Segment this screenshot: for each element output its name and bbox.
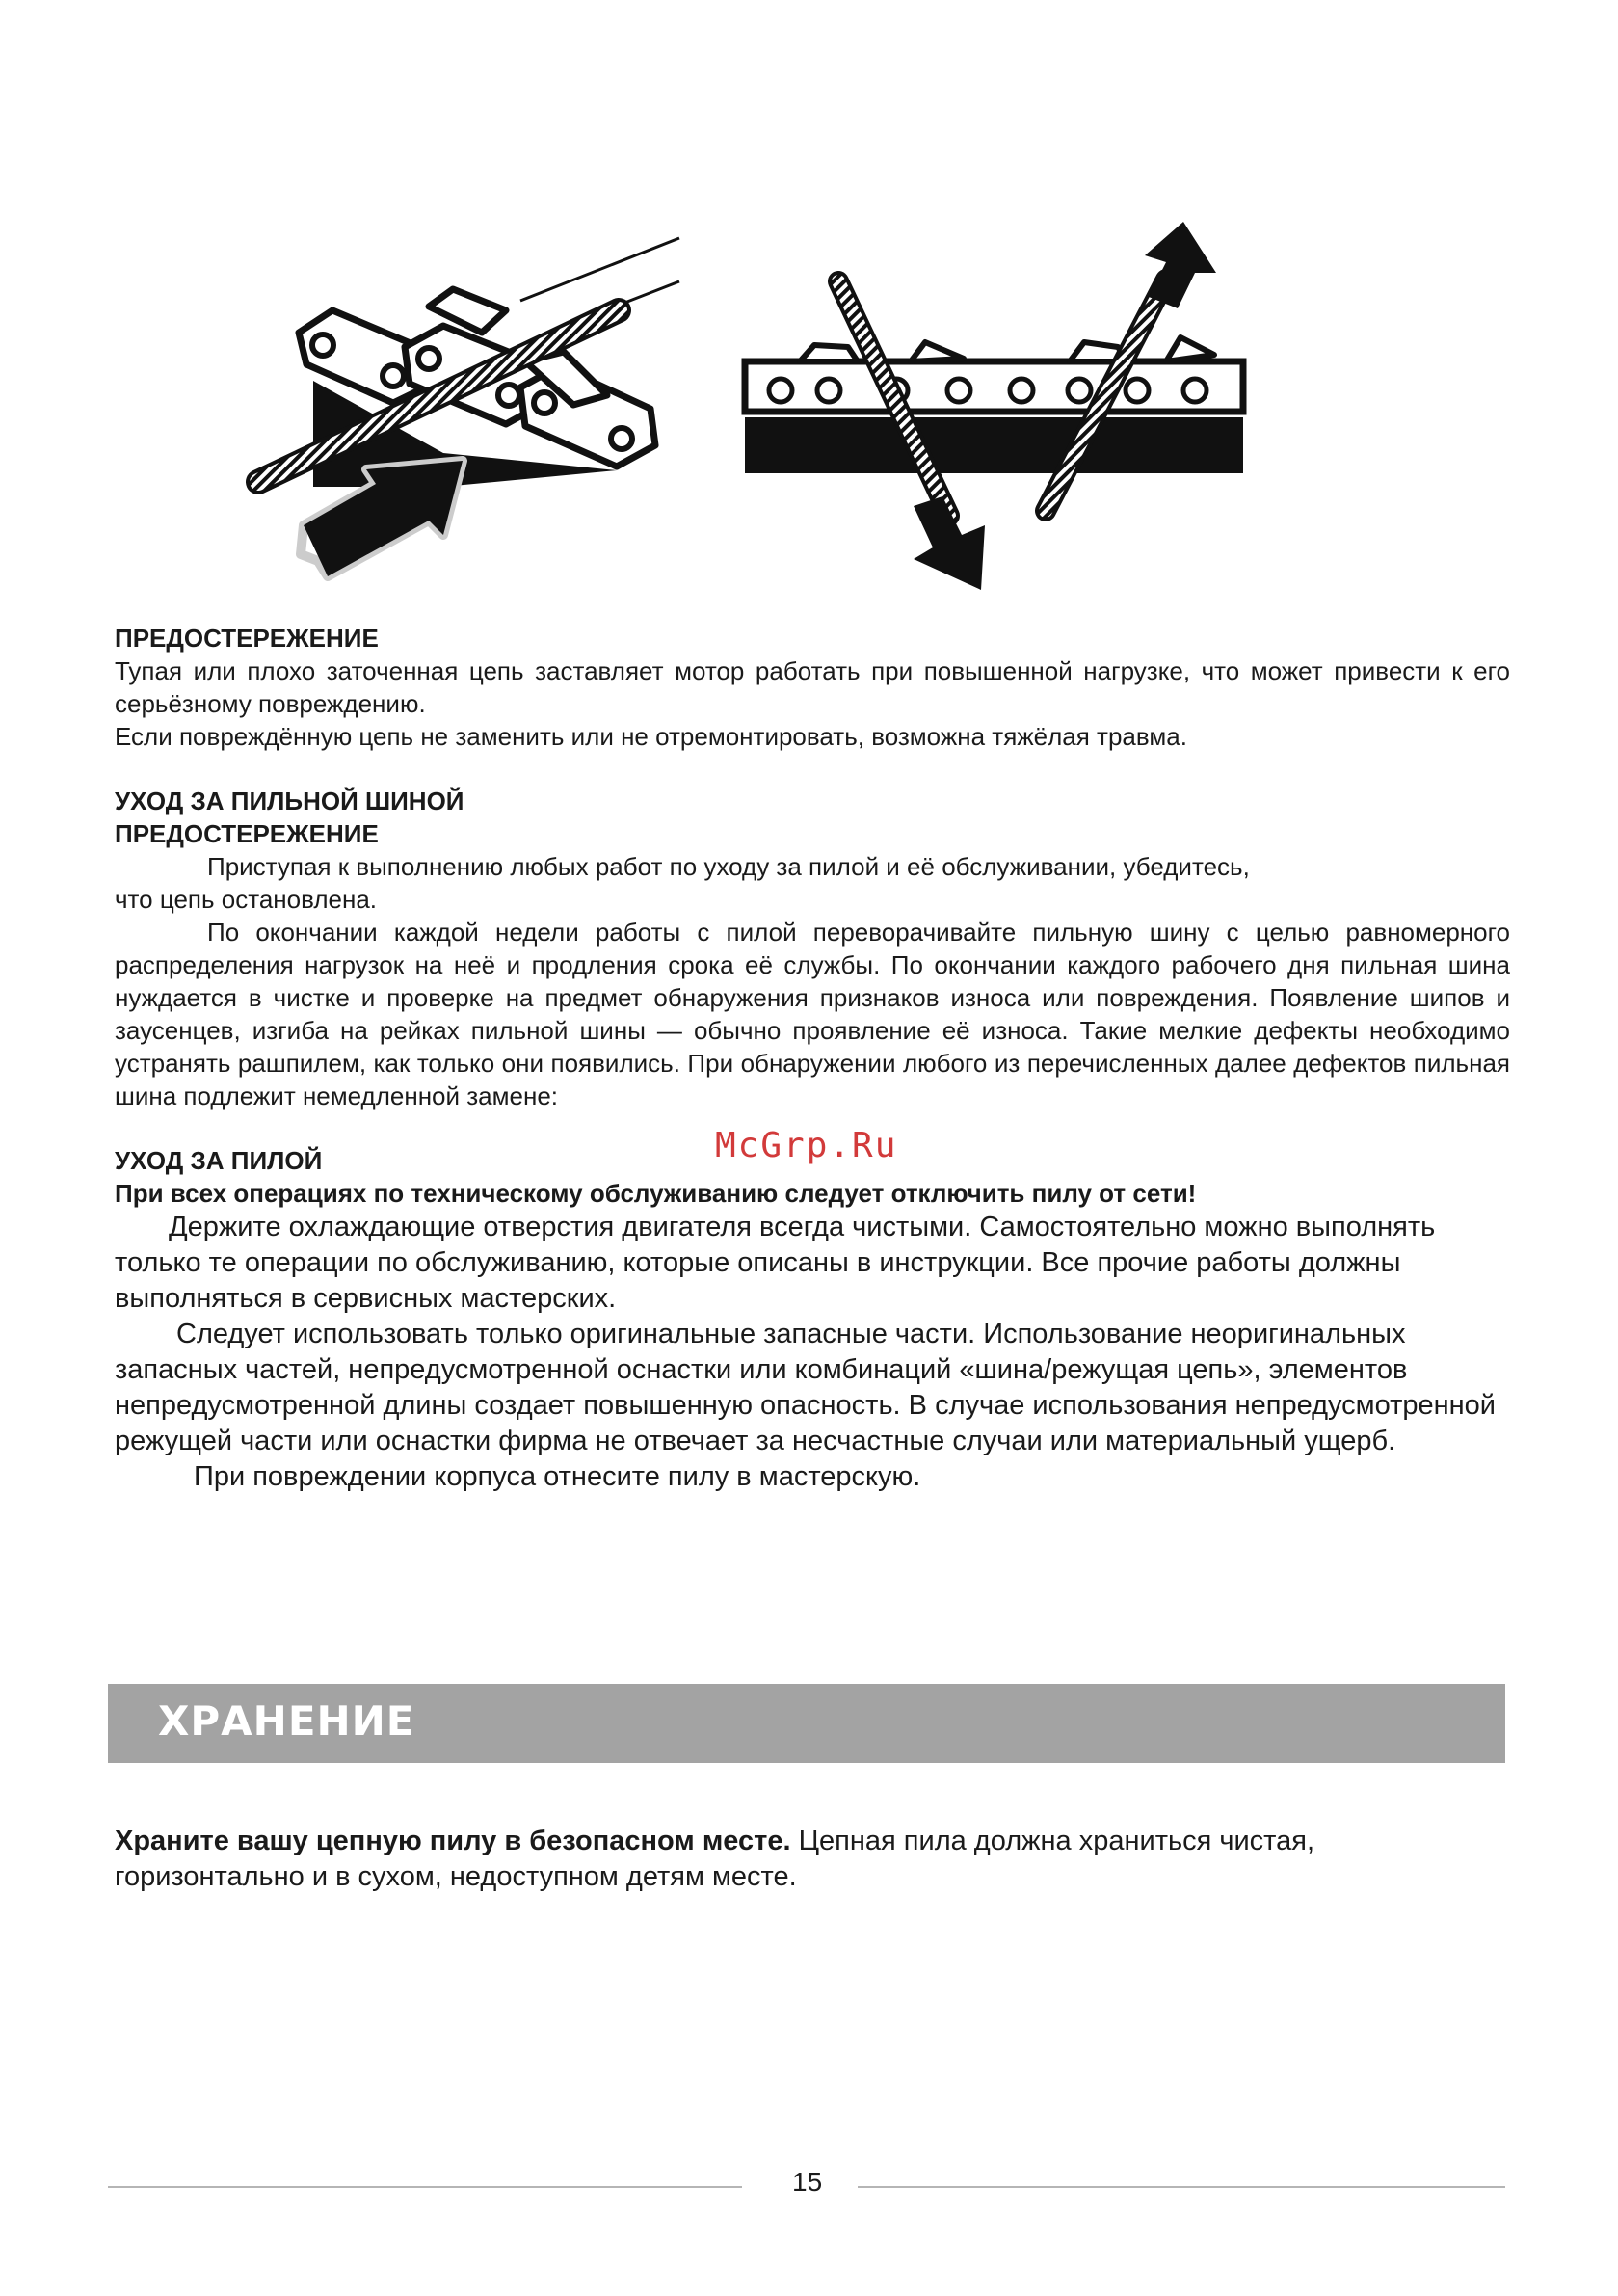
file-direction-illustration — [745, 222, 1243, 590]
warning-title: ПРЕДОСТЕРЕЖЕНИЕ — [115, 624, 379, 653]
saw-care-title: УХОД ЗА ПИЛОЙ — [115, 1146, 323, 1175]
saw-care-disconnect-warning: При всех операциях по техническому обслуживанию следует отключить пилу от сети! — [115, 1179, 1197, 1208]
footer-rule-left — [108, 2186, 742, 2188]
bar-care-warning-title: ПРЕДОСТЕРЕЖЕНИЕ — [115, 819, 379, 848]
saw-care-text-3: При повреждении корпуса отнесите пилу в мастерскую. — [194, 1461, 921, 1492]
storage-bold-text: Храните вашу цепную пилу в безопасном месте. — [115, 1826, 791, 1856]
bar-care-text-1: Приступая к выполнению любых работ по уходу за пилой и её обслуживании, убедитесь, что цепь остановлена. — [115, 852, 1250, 914]
storage-paragraph — [115, 1824, 1464, 1895]
storage-section-title: ХРАНЕНИЕ — [158, 1697, 415, 1745]
warning-text-1: Тупая или плохо заточенная цепь заставляет мотор работать при повышенной нагрузке, что может привести к его серьёзному повреждению. — [115, 656, 1510, 718]
main-content — [115, 622, 1510, 1495]
storage-section-banner — [108, 1684, 1505, 1763]
saw-care-text-1: Держите охлаждающие отверстия двигателя всегда чистыми. Самостоятельно можно выполнять только те операции по обслуживанию, которые описаны в инструкции. Все прочие работы должны выполняться в сервисных мастерских. — [115, 1212, 1436, 1314]
bar-care-title: УХОД ЗА ПИЛЬНОЙ ШИНОЙ — [115, 787, 464, 815]
warning-text-2: Если повреждённую цепь не заменить или не отремонтировать, возможна тяжёлая травма. — [115, 722, 1187, 751]
page-number: 15 — [792, 2167, 823, 2197]
storage-text: Цепная пила должна храниться чистая, горизонтально и в сухом, недоступном детям месте. — [115, 1826, 1315, 1892]
chain-sharpening-illustrations — [0, 0, 1618, 617]
saw-care-text-2: Следует использовать только оригинальные запасные части. Использование неоригинальных запасных частей, непредусмотренной оснастки или комбинаций «шина/режущая цепь», элементов непредусмотренной длины создает повышенную опасность. В случае использования непредусмотренной режущей части или оснастки фирма не отвечает за несчастные случаи или материальный ущерб. — [115, 1319, 1497, 1456]
file-angle-illustration — [258, 238, 679, 576]
footer-rule-right — [858, 2186, 1505, 2188]
bar-care-text-2: По окончании каждой недели работы с пилой переворачивайте пильную шину с целью равномерного распределения нагрузок на неё и продления срока её службы. По окончании каждого рабочего дня пильная шина нуждается в чистке и проверке на предмет обнаружения признаков износа или повреждения. Появление шипов и заусенцев, изгиба на рейках пильной шины — обычно проявление её износа. Такие мелкие дефекты необходимо устранять рашпилем, как только они появились. При обнаружении любого из перечисленных далее дефектов пильная шина подлежит немедленной замене: — [115, 918, 1510, 1110]
watermark-text: McGrp.Ru — [715, 1126, 898, 1165]
